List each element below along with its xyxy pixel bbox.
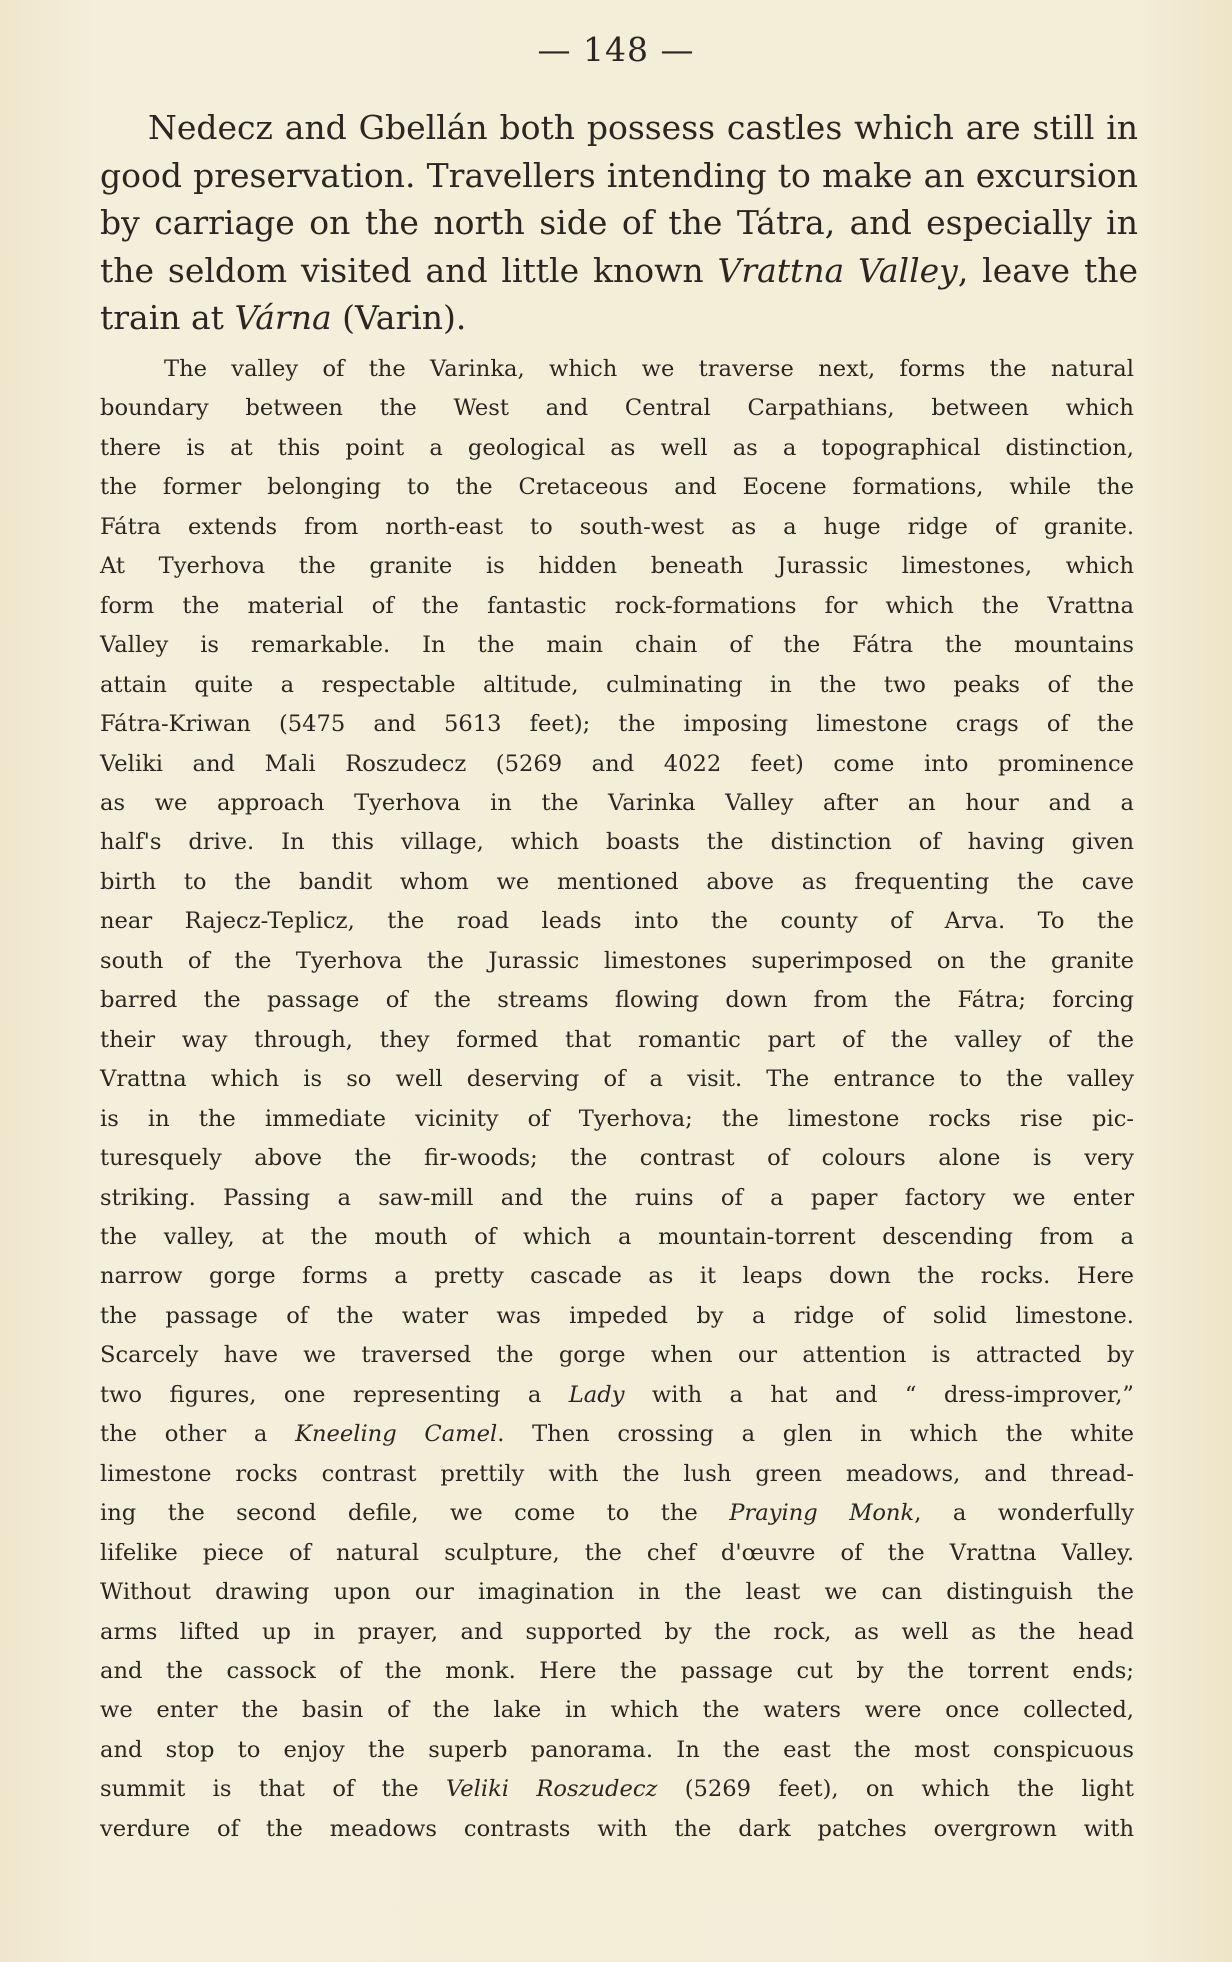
text-line: the former belonging to the Cretaceous and Eocene formations, while the: [100, 474, 1134, 501]
text-segment: ing the second defile, we come to the: [100, 1500, 730, 1527]
text-line: by carriage on the north side of the Tátra, and especially in: [100, 203, 1138, 242]
text-line: barred the passage of the streams flowing down from the Fátra; forcing: [100, 987, 1134, 1014]
text-line: Valley is remarkable. In the main chain of the Fátra the mountains: [100, 632, 1134, 659]
text-line: boundary between the West and Central Carpathians, between which: [100, 395, 1134, 422]
text-segment: two figures, one representing a: [100, 1381, 569, 1408]
italic-term: Vrattna Valley: [717, 250, 958, 290]
text-line: Nedecz and Gbellán both possess castles which are still in: [148, 108, 1138, 147]
text-line: verdure of the meadows contrasts with the dark patches overgrown with: [100, 1815, 1134, 1842]
italic-term: Várna: [234, 298, 332, 337]
text-segment: , leave the: [957, 250, 1138, 290]
text-line: [100, 1494, 1134, 1533]
text-line: half's drive. In this village, which boasts the distinction of having given: [100, 829, 1134, 856]
text-line: [100, 1376, 1134, 1415]
text-line: Scarcely have we traversed the gorge when our attention is attracted by: [100, 1342, 1134, 1369]
text-line: [100, 294, 1138, 342]
text-segment: the seldom visited and little known: [100, 250, 718, 290]
lead-paragraph: [100, 104, 1138, 342]
text-line: the valley, at the mouth of which a mountain-torrent descending from a: [100, 1223, 1134, 1250]
text-line: we enter the basin of the lake in which the waters were once collected,: [100, 1697, 1134, 1724]
text-segment: (5269 feet), on which the light: [657, 1776, 1134, 1803]
text-line: birth to the bandit whom we mentioned above as frequenting the cave: [100, 868, 1134, 895]
text-segment: the other a: [100, 1421, 296, 1448]
text-segment: (Varin).: [331, 298, 467, 337]
text-line: south of the Tyerhova the Jurassic limestones superimposed on the granite: [100, 947, 1134, 974]
text-segment: with a hat and “ dress-improver,”: [624, 1381, 1134, 1408]
text-line: as we approach Tyerhova in the Varinka Valley after an hour and a: [100, 789, 1134, 816]
text-segment: train at: [100, 298, 235, 337]
text-line: is in the immediate vicinity of Tyerhova; the limestone rocks rise pic-: [100, 1105, 1134, 1132]
text-segment: , a wonderfully: [914, 1500, 1135, 1527]
text-line: and stop to enjoy the superb panorama. In the east the most conspicuous: [100, 1736, 1134, 1763]
text-line: good preservation. Travellers intending to make an excursion: [100, 155, 1138, 195]
text-line: and the cassock of the monk. Here the passage cut by the torrent ends;: [100, 1657, 1134, 1684]
italic-term: Praying Monk: [729, 1500, 915, 1527]
text-line: Vrattna which is so well deserving of a visit. The entrance to the valley: [100, 1066, 1134, 1093]
text-segment: . Then crossing a glen in which the white: [497, 1421, 1134, 1448]
page-number: — 148 —: [537, 30, 695, 69]
text-line: Fátra extends from north-east to south-west as a huge ridge of granite.: [100, 513, 1134, 540]
text-line: there is at this point a geological as well as a topographical distinction,: [100, 434, 1134, 461]
text-line: limestone rocks contrast prettily with the lush green meadows, and thread-: [100, 1460, 1134, 1487]
text-line: [100, 1415, 1134, 1454]
text-line: the passage of the water was impeded by a ridge of solid limestone.: [100, 1302, 1134, 1329]
text-segment: summit is that of the: [100, 1776, 446, 1803]
text-line: narrow gorge forms a pretty cascade as it leaps down the rocks. Here: [100, 1263, 1134, 1290]
text-line: arms lifted up in prayer, and supported by the rock, as well as the head: [100, 1618, 1134, 1645]
text-line: attain quite a respectable altitude, culminating in the two peaks of the: [100, 671, 1134, 698]
text-line: Fátra-Kriwan (5475 and 5613 feet); the imposing limestone crags of the: [100, 711, 1134, 738]
text-line: Without drawing upon our imagination in the least we can distinguish the: [100, 1579, 1134, 1606]
italic-term: Kneeling Camel: [295, 1421, 498, 1448]
text-line: near Rajecz-Teplicz, the road leads into the county of Arva. To the: [100, 908, 1134, 935]
text-line: form the material of the fantastic rock-formations for which the Vrattna: [100, 592, 1134, 619]
italic-term: Lady: [568, 1381, 625, 1408]
italic-term: Veliki Roszudecz: [446, 1776, 658, 1803]
text-line: their way through, they formed that romantic part of the valley of the: [100, 1026, 1134, 1053]
text-line: [100, 247, 1138, 295]
text-line: Veliki and Mali Roszudecz (5269 and 4022 feet) come into prominence: [100, 750, 1134, 777]
text-line: [100, 1770, 1134, 1809]
text-line: lifelike piece of natural sculpture, the chef d'œuvre of the Vrattna Valley.: [100, 1539, 1134, 1566]
text-line: At Tyerhova the granite is hidden beneath Jurassic limestones, which: [100, 553, 1134, 580]
body-paragraph: [100, 350, 1134, 1849]
text-line: The valley of the Varinka, which we traverse next, forms the natural: [164, 356, 1134, 382]
text-line: turesquely above the fir-woods; the contrast of colours alone is very: [100, 1145, 1134, 1172]
text-line: striking. Passing a saw-mill and the ruins of a paper factory we enter: [100, 1184, 1134, 1211]
